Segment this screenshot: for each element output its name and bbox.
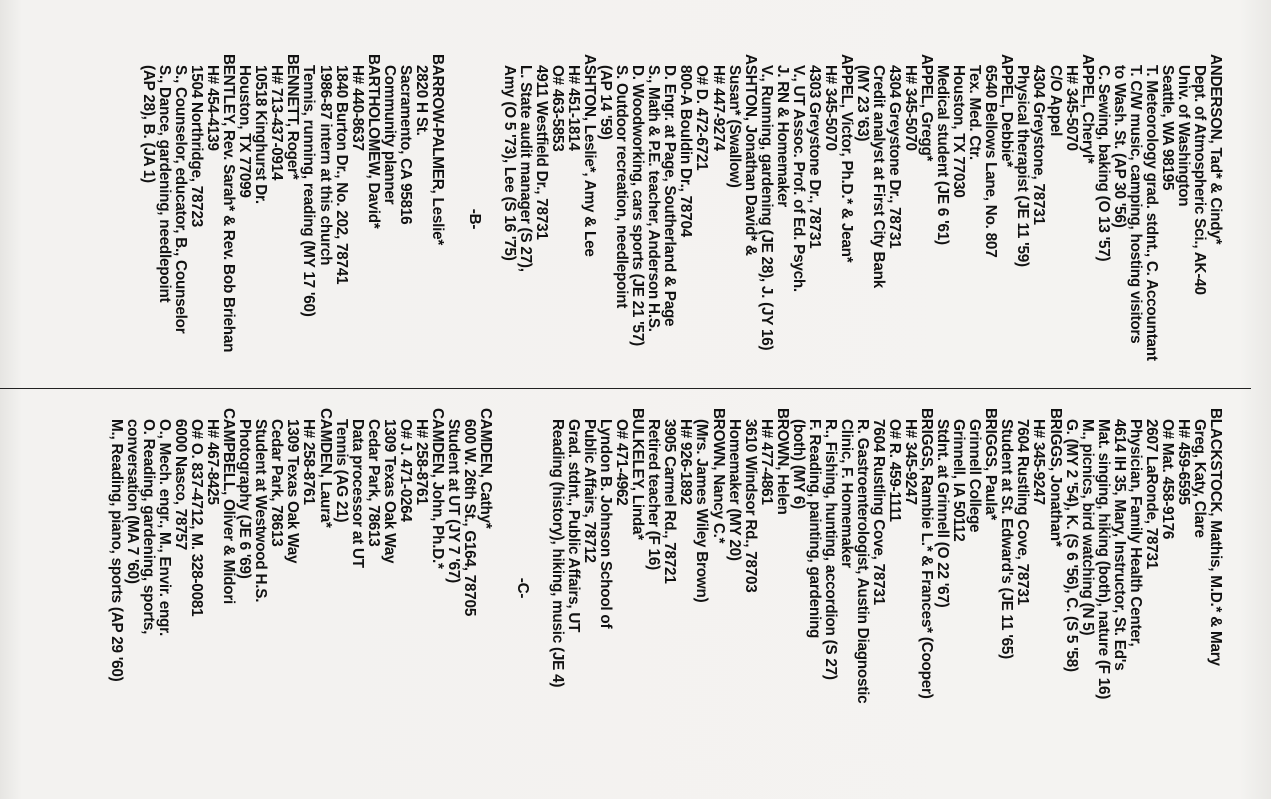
entry-detail-line: Tennis, running, reading (MY 17 '60) xyxy=(300,65,318,317)
entry-detail-line: 1986-87 intern at this church xyxy=(316,65,334,266)
entry-detail-line: O# D. 472-6721 xyxy=(693,65,711,171)
entry-detail-line: conversation (MA 7 '60) xyxy=(123,419,141,584)
entry-detail-line: Physician, Family Health Center, xyxy=(1126,419,1144,647)
entry-name-line: BROWN, Helen xyxy=(773,408,791,515)
entry-name-line: CAMPBELL, Oliver & Midori xyxy=(220,408,238,605)
entry-detail-line: H# 345-9247 xyxy=(1030,419,1048,505)
entry-detail-line: 7604 Rustling Cove, 78731 xyxy=(1014,419,1032,605)
entry-detail-line: 1309 Texas Oak Way xyxy=(284,419,302,564)
entry-detail-line: 7604 Rustling Cove, 78731 xyxy=(870,419,888,605)
entry-name-line: BULKELEY, Linda* xyxy=(629,408,647,540)
entry-name-line: APPEL, Debbie* xyxy=(998,54,1016,167)
entry-name-line: BRIGGS, Rambie L.* & Frances* (Cooper) xyxy=(918,408,936,699)
entry-detail-line: O# 471-4962 xyxy=(613,419,631,506)
entry-detail-line: R., Fishing, hunting, accordion (S 27) xyxy=(821,419,839,680)
entry-detail-line: Data processor at UT xyxy=(348,419,366,568)
entry-detail-line: O. Reading, gardening, sports, xyxy=(140,419,157,635)
entry-detail-line: O# R. 459-1111 xyxy=(886,419,904,522)
entry-detail-line: H# 447-9274 xyxy=(709,65,727,151)
column-divider xyxy=(0,388,1251,389)
entry-name-line: BARROW-PALMER, Leslie* xyxy=(428,54,446,246)
entry-detail-line: Retired teacher (F 16) xyxy=(645,419,663,570)
entry-detail-line: G. (MY 2 '54), K. (S 6 '56), C. (S 5 '58) xyxy=(1062,419,1080,672)
entry-detail-line: F. Reading, painting, gardening xyxy=(805,419,823,639)
entry-detail-line: O# Mat. 458-9176 xyxy=(1158,419,1176,540)
left-column xyxy=(140,54,1223,384)
entry-detail-line: 2820 H St. xyxy=(412,65,430,136)
entry-detail-line: Credit analyst at First City Bank xyxy=(870,65,888,288)
entry-detail-line: H# 451-1814 xyxy=(565,65,583,151)
entry-detail-line: Student at St. Edward's (JE 11 '65) xyxy=(998,419,1016,659)
entry-detail-line: H# 345-9247 xyxy=(902,419,920,505)
entry-detail-line: to Wash. St. (AP 30 '56) xyxy=(1110,65,1128,228)
entry-detail-line: H# 713-437-0914 xyxy=(268,65,286,181)
entry-detail-line: H# 459-6595 xyxy=(1174,419,1192,505)
entry-detail-line: Houston, TX 77030 xyxy=(950,65,968,198)
entry-detail-line: H# 477-4861 xyxy=(757,419,775,505)
entry-detail-line: Houston, TX 77099 xyxy=(236,65,254,198)
entry-detail-line: H# 926-1892 xyxy=(677,419,695,505)
entry-detail-line: Grad. stdnt., Public Affairs, UT xyxy=(565,419,583,633)
entry-name-line: CAMDEN, John, Ph.D.* xyxy=(428,408,446,569)
entry-detail-line: S., Math & P.E. teacher, Anderson H.S. xyxy=(645,65,663,332)
entry-detail-line: T. Meteorology grad. stdnt., C. Accountant xyxy=(1142,65,1160,361)
entry-detail-line: H# 345-5070 xyxy=(821,65,839,151)
section-letter: -B- xyxy=(465,208,483,230)
entry-detail-line: 1504 Northridge, 78723 xyxy=(188,65,206,227)
entry-detail-line: 6540 Bellows Lane, No. 807 xyxy=(982,65,1000,258)
entry-detail-line: 600 W. 26th St., G164, 78705 xyxy=(460,419,478,617)
entry-detail-line: Clinic, F. Homemaker xyxy=(837,419,855,568)
entry-detail-line: (AP 28), B. (JA 1) xyxy=(140,65,157,183)
entry-detail-line: 2607 LaRonde, 78731 xyxy=(1142,419,1160,570)
entry-detail-line: J. RN & Homemaker xyxy=(773,65,791,207)
entry-detail-line: Cedar Park, 78613 xyxy=(268,419,286,547)
entry-detail-line: C. Sewing, baking (O 13 '57) xyxy=(1094,65,1112,262)
entry-name-line: APPEL, Gregg* xyxy=(918,54,936,162)
entry-detail-line: H# 258-8761 xyxy=(300,419,318,505)
entry-detail-line: Public Affairs, 78712 xyxy=(581,419,599,563)
entry-detail-line: (Mrs. James Wiley Brown) xyxy=(693,419,711,603)
entry-detail-line: H# 258-8761 xyxy=(412,419,430,505)
entry-detail-line: 1309 Texas Oak Way xyxy=(380,419,398,564)
entry-name-line: CAMDEN, Laura* xyxy=(316,408,334,528)
entry-detail-line: M., picnics, bird watching (N 5) xyxy=(1078,419,1096,636)
entry-detail-line: O., Mech. engr., M., Envir. engr. xyxy=(156,419,174,637)
entry-detail-line: Seattle, WA 98195 xyxy=(1158,65,1176,191)
entry-detail-line: Univ. of Washington xyxy=(1174,65,1192,207)
entry-name-line: BRIGGS, Paula* xyxy=(982,408,1000,521)
entry-detail-line: M., Reading, piano, sports (AP 29 '60) xyxy=(107,419,125,682)
entry-detail-line: Lyndon B. Johnson School of xyxy=(597,419,615,629)
entry-detail-line: R. Gastroenterologist, Austin Diagnostic xyxy=(853,419,871,704)
entry-detail-line: D. Engr. at Page, Southerland & Page xyxy=(661,65,679,327)
entry-detail-line: L. State audit manager (S 27), xyxy=(516,65,534,272)
entry-detail-line: D. Woodworking, cars sports (JE 21 '57) xyxy=(629,65,647,346)
entry-detail-line: H# 345-5070 xyxy=(1062,65,1080,151)
entry-detail-line: T. C/W music, camping, hosting visitors xyxy=(1126,65,1144,344)
entry-detail-line: Amy (O 5 '73), Lee (S 16 '75) xyxy=(500,65,518,261)
entry-detail-line: S., Dance, gardening, needlepoint xyxy=(156,65,174,303)
entry-detail-line: Stdnt. at Grinnell (O 22 '67) xyxy=(934,419,952,608)
entry-detail-line: H# 467-8425 xyxy=(204,419,222,505)
entry-name-line: ASHTON, Jonathan David* & xyxy=(741,54,759,256)
entry-detail-line: Dept. of Atmospheric Sci., AK-40 xyxy=(1190,65,1208,295)
entry-detail-line: 4304 Greystone, 78731 xyxy=(1030,65,1048,225)
entry-name-line: APPEL, Victor, Ph.D.* & Jean* xyxy=(837,54,855,263)
right-column xyxy=(108,408,1223,768)
entry-name-line: BLACKSTOCK, Mathis, M.D.* & Mary xyxy=(1207,408,1224,666)
entry-detail-line: O# 463-5853 xyxy=(549,65,567,152)
entry-detail-line: 4614 IH 35, Mary, Instructor, St. Ed's xyxy=(1110,419,1128,671)
entry-detail-line: (AP 14 '59) xyxy=(597,65,615,140)
entry-detail-line: H# 440-8637 xyxy=(348,65,366,151)
entry-detail-line: 3905 Carmel Rd., 78721 xyxy=(661,419,679,584)
entry-detail-line: Mat. singing, hiking (both), nature (F 16) xyxy=(1094,419,1112,700)
entry-name-line: ASHTON, Leslie*, Amy & Lee xyxy=(581,54,599,257)
entry-name-line: APPEL, Cheryl* xyxy=(1078,54,1096,164)
section-letter: -C- xyxy=(514,577,532,599)
entry-detail-line: Sacramento, CA 95816 xyxy=(396,65,414,225)
entry-detail-line: Grinnell, IA 50112 xyxy=(950,419,968,542)
entry-detail-line: O# O. 837-4712, M. 328-0081 xyxy=(188,419,206,617)
entry-detail-line: (both) (MY 6) xyxy=(789,419,807,509)
entry-detail-line: 3610 Windsor Rd., 78703 xyxy=(741,419,759,593)
entry-detail-line: (MY 23 '63) xyxy=(853,65,871,142)
entry-detail-line: 4911 Westfield Dr., 78731 xyxy=(533,65,551,240)
entry-detail-line: Tennis (AG 21) xyxy=(332,419,350,523)
entry-detail-line: Community planner xyxy=(380,65,398,205)
entry-detail-line: Student at UT (JY 7 '67) xyxy=(444,419,462,583)
entry-name-line: BRIGGS, Jonathan* xyxy=(1046,408,1064,547)
entry-detail-line: Student at Westwood H.S. xyxy=(252,419,270,603)
entry-detail-line: 6000 Nasco, 78757 xyxy=(172,419,190,550)
entry-detail-line: Cedar Park, 78613 xyxy=(364,419,382,547)
entry-detail-line: 4303 Greystone Dr., 78731 xyxy=(805,65,823,249)
entry-name-line: BROWN, Nancy C.* xyxy=(709,408,727,544)
entry-name-line: BENNETT, Roger* xyxy=(284,54,302,180)
entry-detail-line: Tex. Med. Ctr. xyxy=(966,65,984,160)
entry-detail-line: 800-A Bouldin Dr., 78704 xyxy=(677,65,695,237)
entry-detail-line: Grinnell College xyxy=(966,419,984,533)
entry-detail-line: S. Outdoor recreation, needlepoint xyxy=(613,65,631,309)
entry-detail-line: 1840 Burton Dr., No. 202, 78741 xyxy=(332,65,350,285)
entry-name-line: CAMDEN, Cathy* xyxy=(476,408,494,529)
entry-detail-line: V., UT Assoc. Prof. of Ed. Psych. xyxy=(789,65,807,292)
entry-detail-line: H# 345-5070 xyxy=(902,65,920,151)
entry-detail-line: Susan* (Swallow) xyxy=(725,65,743,188)
entry-name-line: BARTHOLOMEW, David* xyxy=(364,54,382,229)
entry-name-line: ANDERSON, Tad* & Cindy* xyxy=(1207,54,1224,245)
entry-detail-line: Homemaker (MY 20) xyxy=(725,419,743,561)
entry-detail-line: H# 454-4139 xyxy=(204,65,222,151)
entry-detail-line: S., Counselor, educator, B., Counselor xyxy=(172,65,190,334)
entry-detail-line: Greg, Katy, Clare xyxy=(1190,419,1208,538)
entry-detail-line: V., Running, gardening (JE 28), J. (JY 16) xyxy=(757,65,775,351)
entry-detail-line: 10518 Kinghurst Dr. xyxy=(252,65,270,204)
entry-detail-line: Medical student (JE 6 '61) xyxy=(934,65,952,245)
entry-name-line: BENTLEY, Rev. Sarah* & Rev. Bob Briehan xyxy=(220,54,238,353)
entry-detail-line: Reading (history), hiking, music (JE 4) xyxy=(549,419,567,688)
entry-detail-line: O# J. 471-0264 xyxy=(396,419,414,522)
entry-detail-line: 4304 Greystone Dr., 78731 xyxy=(886,65,904,249)
entry-detail-line: Photography (JE 6 '69) xyxy=(236,419,254,579)
entry-detail-line: Physical therapist (JE 11 '59) xyxy=(1014,65,1032,267)
entry-detail-line: C/O Appel xyxy=(1046,65,1064,137)
